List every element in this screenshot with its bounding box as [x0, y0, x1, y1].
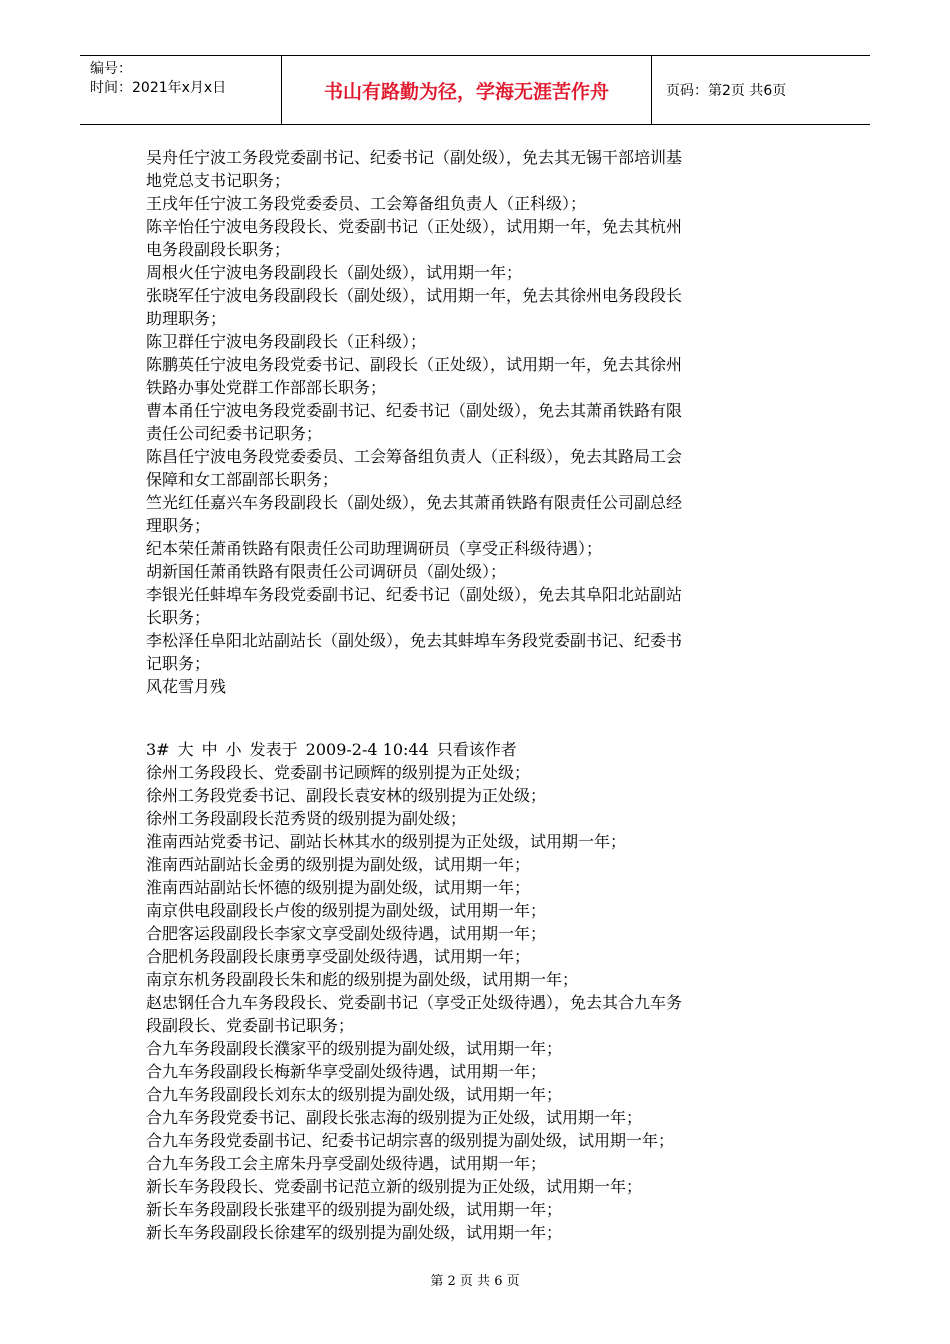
text-line: 淮南西站副站长金勇的级别提为副处级，试用期一年；: [146, 855, 531, 874]
text-line: 竺光红任嘉兴车务段副段长（副处级），免去其萧甬铁路有限责任公司副总经: [146, 493, 683, 512]
text-line: 南京东机务段副段长朱和彪的级别提为副处级，试用期一年；: [146, 970, 579, 989]
text-line: 淮南西站党委书记、副站长林其水的级别提为正处级，试用期一年；: [146, 832, 627, 851]
text-line: 责任公司纪委书记职务；: [146, 424, 323, 443]
text-line: 新长车务段副段长徐建军的级别提为副处级，试用期一年；: [146, 1223, 563, 1242]
text-line: 地党总支书记职务；: [146, 171, 291, 190]
header-motto: 书山有路勤为径，学海无涯苦作舟: [282, 56, 652, 124]
text-line: 李松泽任阜阳北站副站长（副处级），免去其蚌埠车务段党委副书记、纪委书: [146, 631, 683, 650]
text-line: 李银光任蚌埠车务段党委副书记、纪委书记（副处级），免去其阜阳北站副站: [146, 585, 683, 604]
page-footer: 第 2 页 共 6 页: [430, 1274, 520, 1289]
text-line: 周根火任宁波电务段副段长（副处级），试用期一年；: [146, 263, 523, 282]
text-line: 张晓军任宁波电务段副段长（副处级），试用期一年，免去其徐州电务段段长: [146, 286, 683, 305]
text-line: 合九车务段工会主席朱丹享受副处级待遇，试用期一年；: [146, 1154, 547, 1173]
text-line: 合九车务段副段长刘东太的级别提为副处级，试用期一年；: [146, 1085, 563, 1104]
page-header: [80, 55, 870, 125]
text-line: 吴舟任宁波工务段党委副书记、纪委书记（副处级），免去其无锡干部培训基: [146, 148, 683, 167]
text-line: 记职务；: [146, 654, 211, 673]
text-line: 徐州工务段党委书记、副段长袁安林的级别提为正处级；: [146, 786, 547, 805]
text-line: 徐州工务段副段长范秀贤的级别提为副处级；: [146, 809, 467, 828]
header-meta: [80, 56, 282, 124]
signature-text: 风花雪月残: [146, 677, 227, 696]
text-line: 合肥客运段副段长李家文享受副处级待遇，试用期一年；: [146, 924, 547, 943]
text-line: 纪本荣任萧甬铁路有限责任公司助理调研员（享受正科级待遇）；: [146, 539, 603, 558]
text-line: 南京供电段副段长卢俊的级别提为副处级，试用期一年；: [146, 901, 547, 920]
text-line: 王戌年任宁波工务段党委委员、工会筹备组负责人（正科级）；: [146, 194, 587, 213]
text-line: 理职务；: [146, 516, 211, 535]
posted-label: 发表于: [249, 740, 298, 759]
text-line: 陈昌任宁波电务段党委委员、工会筹备组负责人（正科级），免去其路局工会: [146, 447, 683, 466]
document-time-label: 时间：2021年x月x日: [90, 80, 227, 96]
text-line: 长职务；: [146, 608, 211, 627]
text-line: 曹本甬任宁波电务段党委副书记、纪委书记（副处级），免去其萧甬铁路有限: [146, 401, 683, 420]
text-line: 赵忠钢任合九车务段段长、党委副书记（享受正处级待遇），免去其合九车务: [146, 993, 683, 1012]
text-line: 合九车务段副段长梅新华享受副处级待遇，试用期一年；: [146, 1062, 547, 1081]
text-line: 徐州工务段段长、党委副书记顾辉的级别提为正处级；: [146, 763, 531, 782]
appointment-list-section-2: [146, 738, 806, 1244]
text-line: 助理职务；: [146, 309, 227, 328]
text-line: 铁路办事处党群工作部部长职务；: [146, 378, 387, 397]
text-line: 合九车务段副段长濮家平的级别提为副处级，试用期一年；: [146, 1039, 563, 1058]
text-line: 新长车务段副段长张建平的级别提为副处级，试用期一年；: [146, 1200, 563, 1219]
text-line: 陈鹏英任宁波电务段党委书记、副段长（正处级），试用期一年，免去其徐州: [146, 355, 683, 374]
text-line: 淮南西站副站长怀德的级别提为副处级，试用期一年；: [146, 878, 531, 897]
text-line: 陈卫群任宁波电务段副段长（正科级）；: [146, 332, 427, 351]
text-line: 合九车务段党委副书记、纪委书记胡宗喜的级别提为副处级，试用期一年；: [146, 1131, 675, 1150]
text-line: 保障和女工部副部长职务；: [146, 470, 339, 489]
text-line: 电务段副段长职务；: [146, 240, 291, 259]
font-size-large-link[interactable]: 大: [177, 740, 194, 759]
font-size-small-link[interactable]: 小: [225, 740, 242, 759]
document-number-label: 编号：: [90, 61, 132, 77]
text-line: 合肥机务段副段长康勇享受副处级待遇，试用期一年；: [146, 947, 531, 966]
post-floor-number: 3#: [146, 740, 170, 759]
font-size-medium-link[interactable]: 中: [201, 740, 218, 759]
text-line: 胡新国任萧甬铁路有限责任公司调研员（副处级）；: [146, 562, 507, 581]
appointment-list-section-1: [146, 146, 806, 698]
text-line: 新长车务段段长、党委副书记范立新的级别提为正处级，试用期一年；: [146, 1177, 643, 1196]
post-meta-bar: [146, 738, 806, 761]
text-line: 段副段长、党委副书记职务；: [146, 1016, 355, 1035]
text-line: 陈辛怡任宁波电务段段长、党委副书记（正处级），试用期一年，免去其杭州: [146, 217, 683, 236]
header-page-info: 页码：第2页 共6页: [666, 83, 787, 99]
author-only-link[interactable]: 只看该作者: [436, 740, 517, 759]
post-datetime: 2009-2-4 10:44: [305, 740, 429, 759]
text-line: 合九车务段党委书记、副段长张志海的级别提为正处级，试用期一年；: [146, 1108, 643, 1127]
